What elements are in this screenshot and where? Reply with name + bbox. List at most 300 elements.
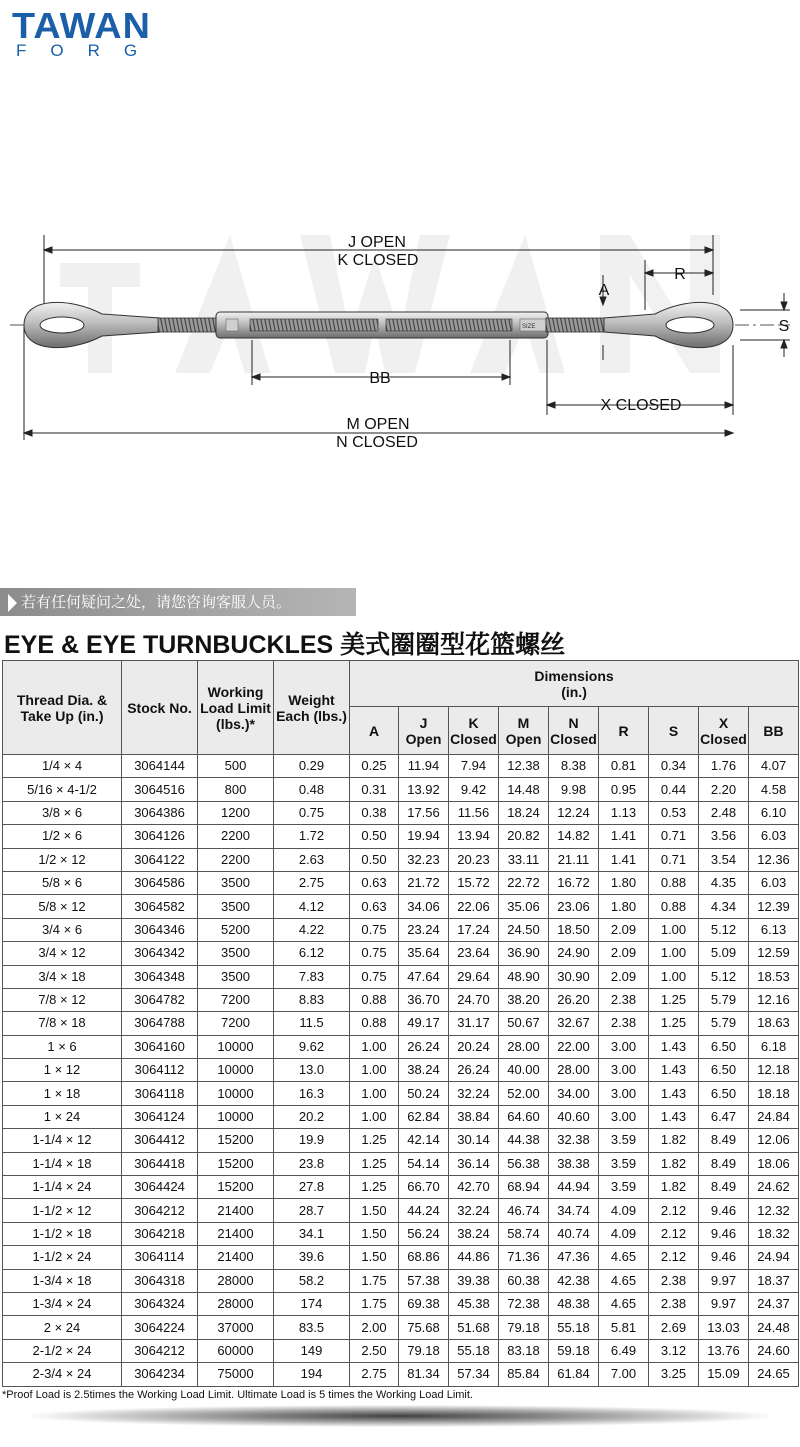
spec-table-body: [3, 755, 799, 1387]
table-row: [3, 1012, 799, 1035]
logo-wordmark: TAWAN: [12, 5, 151, 46]
table-cell: 3064118: [122, 1082, 198, 1105]
header-bb: BB: [749, 707, 799, 755]
table-cell: 3064218: [122, 1222, 198, 1245]
table-cell: 5.09: [699, 942, 749, 965]
table-cell: 9.97: [699, 1292, 749, 1315]
table-cell: 18.18: [749, 1082, 799, 1105]
table-cell: 0.88: [350, 1012, 399, 1035]
table-row: [3, 918, 799, 941]
table-cell: 11.5: [274, 1012, 350, 1035]
table-cell: 1.80: [599, 895, 649, 918]
table-row: [3, 1363, 799, 1386]
table-cell: 2.38: [599, 1012, 649, 1035]
table-cell: 1200: [198, 801, 274, 824]
table-cell: 32.38: [549, 1129, 599, 1152]
table-cell: 17.56: [399, 801, 449, 824]
header-r: R: [599, 707, 649, 755]
table-cell: 1.50: [350, 1222, 399, 1245]
header-thread: Thread Dia. & Take Up (in.): [3, 661, 122, 755]
table-cell: 3500: [198, 895, 274, 918]
header-a: A: [350, 707, 399, 755]
table-cell: 3.00: [599, 1059, 649, 1082]
table-cell: 61.84: [549, 1363, 599, 1386]
label-bb: BB: [369, 370, 391, 387]
table-cell: 1.00: [649, 965, 699, 988]
table-cell: 3064586: [122, 871, 198, 894]
table-cell: 12.36: [749, 848, 799, 871]
table-row: [3, 1292, 799, 1315]
play-arrow-icon: [8, 594, 17, 612]
table-cell: 37000: [198, 1316, 274, 1339]
table-cell: 3064160: [122, 1035, 198, 1058]
header-j: J Open: [399, 707, 449, 755]
table-cell: 44.38: [499, 1129, 549, 1152]
table-cell: 58.74: [499, 1222, 549, 1245]
table-cell: 49.17: [399, 1012, 449, 1035]
table-cell: 0.34: [649, 755, 699, 778]
table-cell: 5.81: [599, 1316, 649, 1339]
table-cell: 1.75: [350, 1269, 399, 1292]
table-cell: 1.00: [350, 1035, 399, 1058]
table-cell: 3.12: [649, 1339, 699, 1362]
table-cell: 0.25: [350, 755, 399, 778]
table-cell: 3064412: [122, 1129, 198, 1152]
table-cell: 24.37: [749, 1292, 799, 1315]
table-row: [3, 848, 799, 871]
table-cell: 55.18: [549, 1316, 599, 1339]
table-cell: 3064418: [122, 1152, 198, 1175]
table-cell: 8.49: [699, 1129, 749, 1152]
table-cell: 0.48: [274, 778, 350, 801]
table-cell: 6.50: [699, 1059, 749, 1082]
table-cell: 23.64: [449, 942, 499, 965]
table-row: [3, 1199, 799, 1222]
table-cell: 45.38: [449, 1292, 499, 1315]
table-cell: 1.82: [649, 1176, 699, 1199]
table-cell: 0.44: [649, 778, 699, 801]
table-cell: 60000: [198, 1339, 274, 1362]
table-cell: 2.63: [274, 848, 350, 871]
table-cell: 32.23: [399, 848, 449, 871]
table-cell: 81.34: [399, 1363, 449, 1386]
table-cell: 51.68: [449, 1316, 499, 1339]
table-cell: 9.97: [699, 1269, 749, 1292]
table-cell: 12.39: [749, 895, 799, 918]
table-cell: 3064144: [122, 755, 198, 778]
banner-text: 若有任何疑问之处，请您咨询客服人员。: [21, 593, 292, 611]
table-cell: 20.23: [449, 848, 499, 871]
table-cell: 1 × 6: [3, 1035, 122, 1058]
table-cell: 13.94: [449, 825, 499, 848]
table-cell: 10000: [198, 1105, 274, 1128]
table-cell: 22.06: [449, 895, 499, 918]
table-cell: 39.6: [274, 1246, 350, 1269]
table-cell: 44.94: [549, 1176, 599, 1199]
table-cell: 21.72: [399, 871, 449, 894]
table-cell: 31.17: [449, 1012, 499, 1035]
table-cell: 4.22: [274, 918, 350, 941]
table-cell: 3/8 × 6: [3, 801, 122, 824]
table-cell: 2.09: [599, 942, 649, 965]
table-cell: 1.82: [649, 1152, 699, 1175]
table-cell: 21400: [198, 1222, 274, 1245]
table-cell: 500: [198, 755, 274, 778]
table-cell: 69.38: [399, 1292, 449, 1315]
table-row: [3, 1269, 799, 1292]
table-cell: 68.94: [499, 1176, 549, 1199]
table-cell: 5.12: [699, 965, 749, 988]
table-cell: 10000: [198, 1059, 274, 1082]
table-cell: 4.09: [599, 1222, 649, 1245]
table-row: [3, 1152, 799, 1175]
table-cell: 0.75: [350, 942, 399, 965]
table-cell: 2.09: [599, 918, 649, 941]
table-cell: 42.14: [399, 1129, 449, 1152]
table-cell: 24.60: [749, 1339, 799, 1362]
bottom-shadow: [30, 1405, 770, 1427]
table-cell: 18.06: [749, 1152, 799, 1175]
table-cell: 24.62: [749, 1176, 799, 1199]
table-cell: 57.38: [399, 1269, 449, 1292]
table-cell: 1.25: [350, 1152, 399, 1175]
table-cell: 3064324: [122, 1292, 198, 1315]
table-cell: 1-1/2 × 12: [3, 1199, 122, 1222]
table-cell: 10000: [198, 1082, 274, 1105]
table-cell: 1.00: [350, 1059, 399, 1082]
table-cell: 75000: [198, 1363, 274, 1386]
table-cell: 1.43: [649, 1035, 699, 1058]
header-weight: Weight Each (lbs.): [274, 661, 350, 755]
label-k-closed: K CLOSED: [337, 252, 419, 269]
table-cell: 1.82: [649, 1129, 699, 1152]
table-cell: 3064424: [122, 1176, 198, 1199]
table-cell: 15200: [198, 1129, 274, 1152]
table-cell: 3500: [198, 942, 274, 965]
table-cell: 32.67: [549, 1012, 599, 1035]
table-cell: 6.12: [274, 942, 350, 965]
table-cell: 83.18: [499, 1339, 549, 1362]
table-cell: 13.92: [399, 778, 449, 801]
table-cell: 15200: [198, 1152, 274, 1175]
table-cell: 2.38: [649, 1292, 699, 1315]
table-cell: 1-1/4 × 18: [3, 1152, 122, 1175]
table-cell: 3064126: [122, 825, 198, 848]
table-cell: 7200: [198, 1012, 274, 1035]
table-cell: 5/8 × 6: [3, 871, 122, 894]
table-cell: 7.83: [274, 965, 350, 988]
header-wll: Working Load Limit (lbs.)*: [198, 661, 274, 755]
table-cell: 3064582: [122, 895, 198, 918]
table-cell: 1.50: [350, 1199, 399, 1222]
table-cell: 26.24: [399, 1035, 449, 1058]
table-cell: 9.46: [699, 1246, 749, 1269]
table-cell: 42.70: [449, 1176, 499, 1199]
label-r: R: [674, 266, 686, 283]
table-cell: 24.48: [749, 1316, 799, 1339]
size-stamp: SIZE: [522, 324, 536, 330]
table-row: [3, 942, 799, 965]
table-cell: 0.88: [649, 871, 699, 894]
spec-table: [2, 660, 799, 1387]
table-cell: 6.50: [699, 1082, 749, 1105]
table-cell: 40.74: [549, 1222, 599, 1245]
table-row: [3, 988, 799, 1011]
table-cell: 0.38: [350, 801, 399, 824]
table-cell: 0.81: [599, 755, 649, 778]
table-cell: 1.25: [649, 988, 699, 1011]
table-cell: 4.58: [749, 778, 799, 801]
table-cell: 19.9: [274, 1129, 350, 1152]
table-cell: 3500: [198, 965, 274, 988]
table-row: [3, 801, 799, 824]
table-cell: 48.90: [499, 965, 549, 988]
table-cell: 3064516: [122, 778, 198, 801]
table-cell: 15.09: [699, 1363, 749, 1386]
table-cell: 4.35: [699, 871, 749, 894]
table-cell: 1/2 × 12: [3, 848, 122, 871]
table-row: [3, 1105, 799, 1128]
table-cell: 29.64: [449, 965, 499, 988]
table-cell: 38.38: [549, 1152, 599, 1175]
table-cell: 34.06: [399, 895, 449, 918]
table-cell: 11.56: [449, 801, 499, 824]
table-cell: 34.1: [274, 1222, 350, 1245]
header-n: N Closed: [549, 707, 599, 755]
table-cell: 2.48: [699, 801, 749, 824]
table-cell: 32.24: [449, 1082, 499, 1105]
table-cell: 55.18: [449, 1339, 499, 1362]
table-cell: 28.00: [549, 1059, 599, 1082]
table-cell: 3500: [198, 871, 274, 894]
table-cell: 174: [274, 1292, 350, 1315]
table-cell: 1 × 24: [3, 1105, 122, 1128]
table-cell: 1.80: [599, 871, 649, 894]
table-cell: 59.18: [549, 1339, 599, 1362]
table-cell: 79.18: [399, 1339, 449, 1362]
table-cell: 28000: [198, 1292, 274, 1315]
table-row: [3, 778, 799, 801]
table-cell: 85.84: [499, 1363, 549, 1386]
table-cell: 2.12: [649, 1199, 699, 1222]
table-cell: 13.03: [699, 1316, 749, 1339]
right-threaded-rod: [546, 318, 606, 332]
table-cell: 12.32: [749, 1199, 799, 1222]
table-cell: 12.16: [749, 988, 799, 1011]
table-cell: 52.00: [499, 1082, 549, 1105]
table-cell: 12.18: [749, 1059, 799, 1082]
table-cell: 3064234: [122, 1363, 198, 1386]
table-cell: 1.25: [649, 1012, 699, 1035]
table-cell: 3/4 × 18: [3, 965, 122, 988]
header-stock: Stock No.: [122, 661, 198, 755]
label-a: A: [598, 282, 610, 299]
table-cell: 0.95: [599, 778, 649, 801]
table-cell: 64.60: [499, 1105, 549, 1128]
table-cell: 0.88: [649, 895, 699, 918]
table-cell: 12.59: [749, 942, 799, 965]
label-s: S: [778, 318, 790, 335]
table-cell: 6.18: [749, 1035, 799, 1058]
table-cell: 24.94: [749, 1246, 799, 1269]
table-cell: 24.84: [749, 1105, 799, 1128]
footnote: *Proof Load is 2.5times the Working Load Limit. Ultimate Load is 5 times the Working Load Limit.: [2, 1389, 473, 1401]
table-cell: 3.59: [599, 1152, 649, 1175]
table-cell: 1/2 × 6: [3, 825, 122, 848]
table-cell: 56.38: [499, 1152, 549, 1175]
table-cell: 30.90: [549, 965, 599, 988]
table-cell: 8.83: [274, 988, 350, 1011]
table-cell: 44.86: [449, 1246, 499, 1269]
table-cell: 3.00: [599, 1105, 649, 1128]
table-cell: 14.82: [549, 825, 599, 848]
table-cell: 4.34: [699, 895, 749, 918]
table-cell: 11.94: [399, 755, 449, 778]
table-cell: 18.53: [749, 965, 799, 988]
table-cell: 83.5: [274, 1316, 350, 1339]
table-row: [3, 1035, 799, 1058]
table-cell: 1.25: [350, 1129, 399, 1152]
table-cell: 34.00: [549, 1082, 599, 1105]
table-cell: 18.37: [749, 1269, 799, 1292]
table-cell: 3064112: [122, 1059, 198, 1082]
table-cell: 12.24: [549, 801, 599, 824]
table-cell: 1.43: [649, 1059, 699, 1082]
table-cell: 1-1/2 × 24: [3, 1246, 122, 1269]
header-m: M Open: [499, 707, 549, 755]
table-cell: 3064318: [122, 1269, 198, 1292]
table-cell: 2-3/4 × 24: [3, 1363, 122, 1386]
table-cell: 1.00: [649, 918, 699, 941]
table-cell: 7/8 × 12: [3, 988, 122, 1011]
table-cell: 35.64: [399, 942, 449, 965]
table-cell: 2.20: [699, 778, 749, 801]
table-cell: 62.84: [399, 1105, 449, 1128]
table-cell: 3064386: [122, 801, 198, 824]
table-cell: 1.75: [350, 1292, 399, 1315]
table-cell: 1.00: [350, 1082, 399, 1105]
table-cell: 4.07: [749, 755, 799, 778]
table-cell: 72.38: [499, 1292, 549, 1315]
contact-banner: [0, 588, 356, 616]
table-cell: 1-1/2 × 18: [3, 1222, 122, 1245]
table-cell: 2.38: [599, 988, 649, 1011]
table-cell: 22.00: [549, 1035, 599, 1058]
table-cell: 2200: [198, 848, 274, 871]
table-cell: 4.65: [599, 1269, 649, 1292]
label-m-open: M OPEN: [346, 416, 410, 433]
table-cell: 36.70: [399, 988, 449, 1011]
table-cell: 40.60: [549, 1105, 599, 1128]
table-cell: 2.12: [649, 1246, 699, 1269]
table-cell: 22.72: [499, 871, 549, 894]
table-cell: 23.06: [549, 895, 599, 918]
table-cell: 2-1/2 × 24: [3, 1339, 122, 1362]
table-cell: 3.59: [599, 1129, 649, 1152]
table-cell: 21.11: [549, 848, 599, 871]
table-cell: 7/8 × 18: [3, 1012, 122, 1035]
table-cell: 3064782: [122, 988, 198, 1011]
table-cell: 28000: [198, 1269, 274, 1292]
table-cell: 3064212: [122, 1199, 198, 1222]
table-cell: 3064342: [122, 942, 198, 965]
table-cell: 2.09: [599, 965, 649, 988]
table-cell: 1.00: [649, 942, 699, 965]
table-cell: 1 × 18: [3, 1082, 122, 1105]
table-cell: 5.79: [699, 988, 749, 1011]
table-cell: 15200: [198, 1176, 274, 1199]
table-cell: 16.72: [549, 871, 599, 894]
table-cell: 5/16 × 4-1/2: [3, 778, 122, 801]
table-row: [3, 1339, 799, 1362]
table-cell: 16.3: [274, 1082, 350, 1105]
table-row: [3, 825, 799, 848]
table-cell: 30.14: [449, 1129, 499, 1152]
table-row: [3, 1082, 799, 1105]
table-cell: 800: [198, 778, 274, 801]
table-cell: 3064122: [122, 848, 198, 871]
table-cell: 0.75: [350, 918, 399, 941]
table-cell: 24.65: [749, 1363, 799, 1386]
table-cell: 1.76: [699, 755, 749, 778]
table-cell: 42.38: [549, 1269, 599, 1292]
table-cell: 8.49: [699, 1152, 749, 1175]
table-cell: 3.54: [699, 848, 749, 871]
table-cell: 0.88: [350, 988, 399, 1011]
table-cell: 27.8: [274, 1176, 350, 1199]
table-cell: 6.47: [699, 1105, 749, 1128]
logo-subtitle: FORG: [16, 41, 162, 60]
table-cell: 54.14: [399, 1152, 449, 1175]
table-cell: 36.14: [449, 1152, 499, 1175]
table-cell: 2.12: [649, 1222, 699, 1245]
table-cell: 9.42: [449, 778, 499, 801]
turnbuckle-diagram: [0, 215, 800, 465]
table-cell: 38.24: [449, 1222, 499, 1245]
table-cell: 20.24: [449, 1035, 499, 1058]
table-cell: 15.72: [449, 871, 499, 894]
table-cell: 19.94: [399, 825, 449, 848]
table-row: [3, 755, 799, 778]
table-cell: 34.74: [549, 1199, 599, 1222]
table-cell: 20.82: [499, 825, 549, 848]
header-dimensions: [350, 661, 799, 707]
table-cell: 2.75: [274, 871, 350, 894]
table-cell: 3.25: [649, 1363, 699, 1386]
table-cell: 9.46: [699, 1222, 749, 1245]
table-cell: 47.36: [549, 1246, 599, 1269]
table-cell: 7200: [198, 988, 274, 1011]
brand-logo: [12, 5, 172, 60]
table-cell: 28.00: [499, 1035, 549, 1058]
table-cell: 58.2: [274, 1269, 350, 1292]
table-cell: 1.13: [599, 801, 649, 824]
header-s: S: [649, 707, 699, 755]
table-cell: 71.36: [499, 1246, 549, 1269]
table-cell: 18.50: [549, 918, 599, 941]
table-cell: 6.03: [749, 871, 799, 894]
left-threaded-rod: [158, 318, 218, 332]
table-row: [3, 1222, 799, 1245]
table-cell: 0.75: [350, 965, 399, 988]
table-cell: 1.41: [599, 848, 649, 871]
table-cell: 6.13: [749, 918, 799, 941]
table-cell: 66.70: [399, 1176, 449, 1199]
table-cell: 1.72: [274, 825, 350, 848]
dimensions-unit: (in.): [561, 683, 587, 700]
table-cell: 23.8: [274, 1152, 350, 1175]
table-cell: 1.43: [649, 1082, 699, 1105]
